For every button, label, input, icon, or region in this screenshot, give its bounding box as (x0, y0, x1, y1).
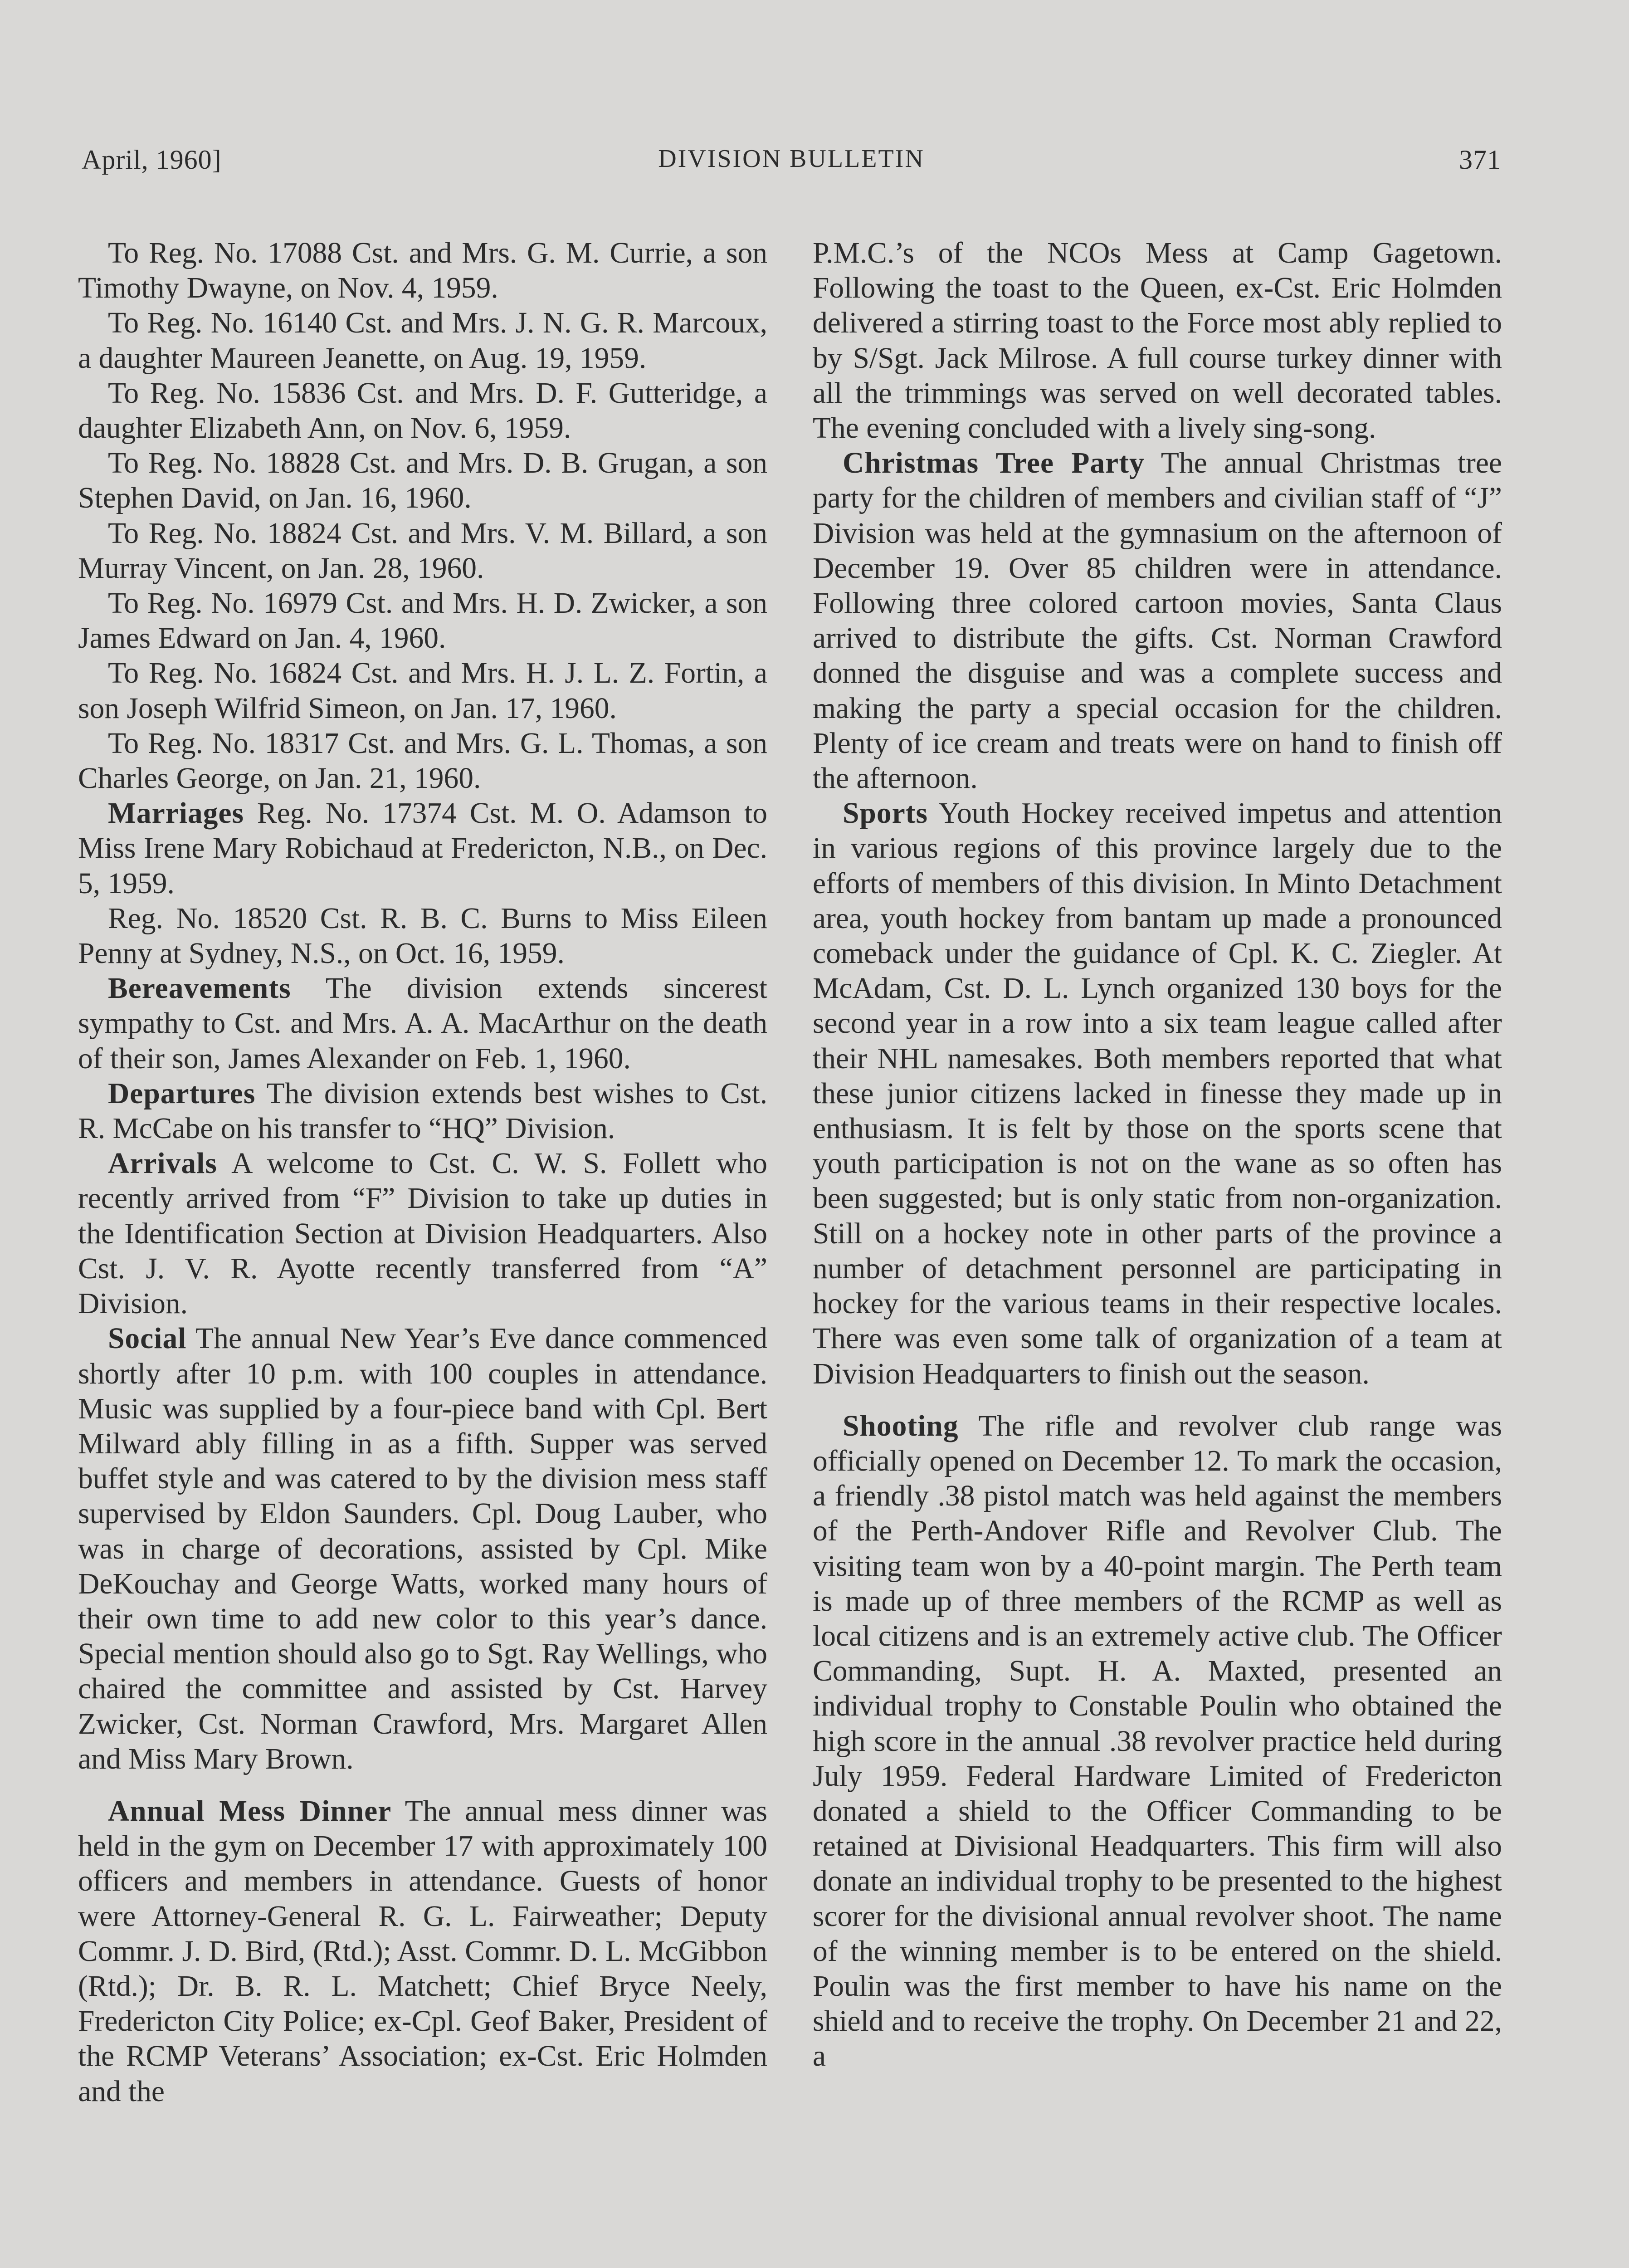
paragraph (78, 971, 767, 1076)
paragraph-text: To Reg. No. 16824 Cst. and Mrs. H. J. L. Z. Fortin, a son Joseph Wilfrid Simeon, on Jan. 17, 1960. (78, 657, 767, 725)
paragraph (78, 1146, 767, 1321)
paragraph-text: A welcome to Cst. C. W. S. Follett who recently arrived from “F” Division to take up duties in the Identification Section at Division Headquarters. Also Cst. J. V. R. Ayotte recently transferred from “A” Division. (78, 1147, 767, 1320)
page-header (82, 144, 1501, 185)
paragraph-text: To Reg. No. 15836 Cst. and Mrs. D. F. Gutteridge, a daughter Elizabeth Ann, on Nov. 6, 1959. (78, 376, 767, 445)
paragraph-text: To Reg. No. 16979 Cst. and Mrs. H. D. Zwicker, a son James Edward on Jan. 4, 1960. (78, 587, 767, 655)
issue-date: April, 1960] (82, 145, 222, 175)
paragraph (78, 236, 767, 306)
paragraph-text: The annual Christmas tree party for the children of members and civilian staff of “J” Division was held at the gymnasium on the afternoon of December 19. Over 85 children were in attendance. Following three colored cartoon movies, Santa Claus arrived to distribute the gifts. Cst. Norman Crawford donned the disguise and was a complete success and making the party a special occasion for the children. Plenty of ice cream and treats were on hand to finish off the afternoon. (813, 447, 1502, 795)
section-heading: Christmas Tree Party (843, 447, 1145, 480)
page-number: 371 (1459, 145, 1501, 175)
section-heading: Marriages (108, 797, 244, 830)
paragraph (78, 446, 767, 516)
paragraph-text: The annual New Year’s Eve dance commenced shortly after 10 p.m. with 100 couples in attendance. Music was supplied by a four-piece band with Cpl. Bert Milward ably filling in as a fifth. Supper was served buffet style and was catered to by the division mess staff supervised by Eldon Saunders. Cpl. Doug Lauber, who was in charge of decorations, assisted by Cpl. Mike DeKouchay and George Watts, worked many hours of their own time to add new color to this year’s dance. Special mention should also go to Sgt. Ray Wellings, who chaired the committee and assisted by Cst. Harvey Zwicker, Cst. Norman Crawford, Mrs. Margaret Allen and Miss Mary Brown. (78, 1322, 767, 1775)
paragraph-text: To Reg. No. 17088 Cst. and Mrs. G. M. Currie, a son Timothy Dwayne, on Nov. 4, 1959. (78, 237, 767, 305)
paragraph-text: To Reg. No. 18824 Cst. and Mrs. V. M. Billard, a son Murray Vincent, on Jan. 28, 1960. (78, 517, 767, 585)
paragraph (78, 586, 767, 656)
paragraph (813, 446, 1502, 796)
left-column (78, 236, 767, 2109)
paragraph (78, 1076, 767, 1146)
paragraph-text: P.M.C.’s of the NCOs Mess at Camp Gagetown. Following the toast to the Queen, ex-Cst. Eric Holmden delivered a stirring toast to the Force most ably replied to by S/Sgt. Jack Milrose. A full course turkey dinner with all the trimmings was served on well decorated tables. The evening concluded with a lively sing-song. (813, 237, 1502, 445)
section-heading: Sports (843, 797, 928, 830)
paragraph (78, 1794, 767, 2109)
paragraph (813, 236, 1502, 446)
paragraph-text: The division extends best wishes to Cst. R. McCabe on his transfer to “HQ” Division. (78, 1077, 767, 1145)
paragraph-text: To Reg. No. 16140 Cst. and Mrs. J. N. G. R. Marcoux, a daughter Maureen Jeanette, on Aug. 19, 1959. (78, 307, 767, 375)
section-heading: Annual Mess Dinner (108, 1794, 392, 1828)
paragraph (813, 1409, 1502, 2074)
paragraph (78, 516, 767, 586)
paragraph (78, 1321, 767, 1777)
section-heading: Departures (108, 1077, 256, 1110)
paragraph (78, 376, 767, 446)
paragraph-text: The division extends sincerest sympathy to Cst. and Mrs. A. A. MacArthur on the death of their son, James Alexander on Feb. 1, 1960. (78, 972, 767, 1075)
right-column (813, 236, 1502, 2074)
paragraph-text: Reg. No. 18520 Cst. R. B. C. Burns to Miss Eileen Penny at Sydney, N.S., on Oct. 16, 1959. (78, 902, 767, 970)
paragraph (78, 796, 767, 901)
section-heading: Social (108, 1322, 187, 1355)
paragraph-text: Youth Hockey received impetus and attention in various regions of this province largely due to the efforts of members of this division. In Minto Detachment area, youth hockey from bantam up made a pronounced comeback under the guidance of Cpl. K. C. Ziegler. At McAdam, Cst. D. L. Lynch organized 130 boys for the second year in a row into a six team league called after their NHL namesakes. Both members reported that what these junior citizens lacked in finesse they made up in enthusiasm. It is felt by those on the sports scene that youth participation is not on the wane as so often has been suggested; but is only static from non-organization. Still on a hockey note in other parts of the province a number of detachment personnel are participating in hockey for the various teams in their respective locales. There was even some talk of organization of a team at Division Headquarters to finish out the season. (813, 797, 1502, 1390)
paragraph (813, 796, 1502, 1391)
paragraph-text: The annual mess dinner was held in the gym on December 17 with approximately 100 officers and members in attendance. Guests of honor were Attorney-General R. G. L. Fairweather; Deputy Commr. J. D. Bird, (Rtd.); Asst. Commr. D. L. McGibbon (Rtd.); Dr. B. R. L. Matchett; Chief Bryce Neely, Fredericton City Police; ex-Cpl. Geof Baker, President of the RCMP Veterans’ Association; ex-Cst. Eric Holmden and the (78, 1794, 767, 2108)
paragraph-text: To Reg. No. 18828 Cst. and Mrs. D. B. Grugan, a son Stephen David, on Jan. 16, 1960. (78, 447, 767, 515)
section-heading: Arrivals (108, 1147, 217, 1180)
paragraph (78, 306, 767, 376)
paragraph-text: To Reg. No. 18317 Cst. and Mrs. G. L. Thomas, a son Charles George, on Jan. 21, 1960. (78, 727, 767, 795)
paragraph (78, 726, 767, 796)
paragraph (78, 901, 767, 971)
section-heading: Bereavements (108, 972, 291, 1005)
paragraph-text: Reg. No. 17374 Cst. M. O. Adamson to Miss Irene Mary Robichaud at Fredericton, N.B., on Dec. 5, 1959. (78, 797, 767, 900)
publication-title: DIVISION BULLETIN (658, 145, 925, 173)
paragraph-text: The rifle and revolver club range was officially opened on December 12. To mark the occasion, a friendly .38 pistol match was held against the members of the Perth-Andover Rifle and Revolver Club. The visiting team won by a 40-point margin. The Perth team is made up of three members of the RCMP as well as local citizens and is an extremely active club. The Officer Commanding, Supt. H. A. Maxted, presented an individual trophy to Constable Poulin who obtained the high score in the annual .38 revolver practice held during July 1959. Federal Hardware Limited of Fredericton donated a shield to the Officer Commanding to be retained at Divisional Headquarters. This firm will also donate an individual trophy to be presented to the highest scorer for the divisional annual revolver shoot. The name of the winning member is to be entered on the shield. Poulin was the first member to have his name on the shield and to receive the trophy. On December 21 and 22, a (813, 1409, 1502, 2073)
section-heading: Shooting (843, 1409, 959, 1442)
paragraph (78, 656, 767, 726)
